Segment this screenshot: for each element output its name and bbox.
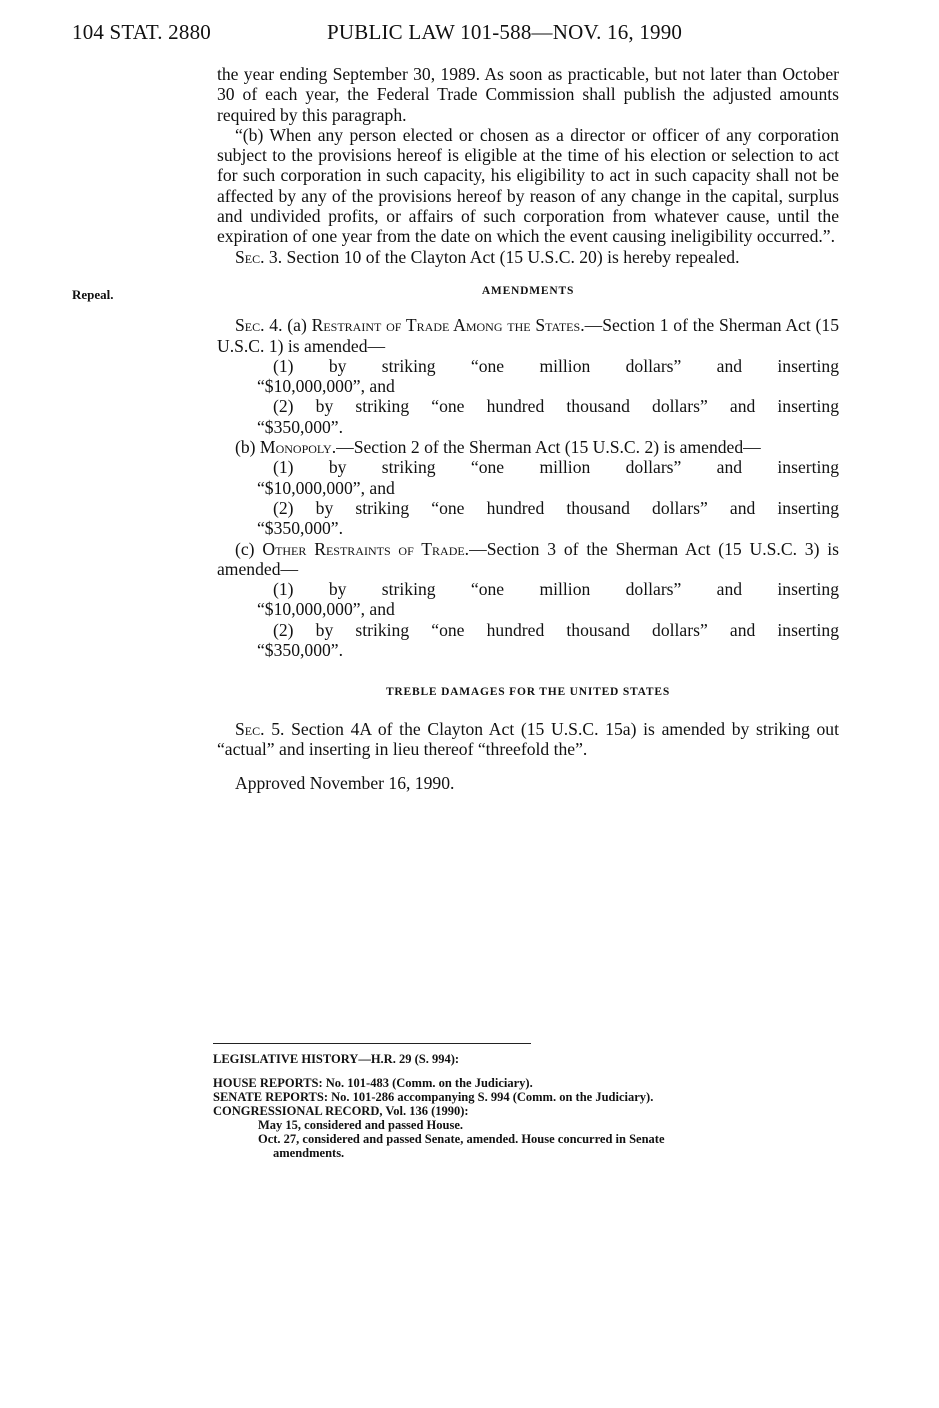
treble-damages-heading: TREBLE DAMAGES FOR THE UNITED STATES [385, 686, 671, 699]
record-event-1: May 15, considered and passed House. [258, 1118, 464, 1132]
public-law-title: PUBLIC LAW 101-588—NOV. 16, 1990 [327, 20, 683, 44]
section-4a-item-1: (1) by striking “one million dollars” and inserting [273, 355, 839, 376]
section-4b-item-2-cont: “$350,000”. [257, 518, 343, 539]
section-4a-title: Restraint of Trade Among the States. [311, 315, 585, 336]
house-reports: HOUSE REPORTS: No. 101-483 (Comm. on the Judiciary). [213, 1076, 533, 1090]
senate-reports: SENATE REPORTS: No. 101-286 accompanying S. 994 (Comm. on the Judiciary). [213, 1090, 654, 1104]
section-4b-text: —Section 2 of the Sherman Act (15 U.S.C. 2) is amended— [336, 437, 761, 458]
section-4b-title: Monopoly. [259, 437, 337, 458]
section-4b-item-1-cont: “$10,000,000”, and [257, 477, 395, 498]
section-4b-item-1: (1) by striking “one million dollars” and inserting [273, 457, 839, 478]
legislative-history-title: LEGISLATIVE HISTORY—H.R. 29 (S. 994): [213, 1052, 460, 1066]
record-event-2-cont: amendments. [273, 1146, 345, 1160]
section-5 [217, 719, 839, 760]
section-4c-item-1-cont: “$10,000,000”, and [257, 599, 395, 620]
section-4c-title: Other Restraints of Trade. [262, 538, 470, 559]
section-3-label: Sec. 3. [235, 246, 283, 267]
amendments-heading: AMENDMENTS [481, 284, 575, 297]
section-4b-item-2: (2) by striking “one hundred thousand dollars” and inserting [273, 497, 839, 518]
legislative-history [213, 1043, 838, 1160]
section-4a-text: —Section 1 of the Sherman Act (15 U.S.C. 1) is amended— [217, 315, 839, 356]
section-4c-item-1: (1) by striking “one million dollars” and inserting [273, 579, 839, 600]
section-3-text: Section 10 of the Clayton Act (15 U.S.C. 20) is hereby repealed. [286, 246, 740, 267]
section-4b-num: (b) [235, 437, 256, 458]
section-4a-num: (a) [287, 315, 307, 336]
section-4a-item-1-cont: “$10,000,000”, and [257, 376, 395, 397]
section-4c-text: —Section 3 of the Sherman Act (15 U.S.C. 3) is amended— [217, 538, 839, 579]
intro-paragraph-1: the year ending September 30, 1989. As soon as practicable, but not later than October 30 of each year, the Federal Trade Commission shall publish the adjusted amounts required by this paragraph. [217, 64, 839, 125]
section-5-label: Sec. 5. [235, 718, 285, 739]
section-5-text: Section 4A of the Clayton Act (15 U.S.C. 15a) is amended by striking out “actual” and inserting in lieu thereof “threefold the”. [217, 718, 839, 759]
margin-note-repeal: Repeal. [72, 287, 114, 302]
section-4a-item-2: (2) by striking “one hundred thousand dollars” and inserting [273, 396, 839, 417]
section-4c-item-2-cont: “$350,000”. [257, 640, 343, 661]
section-4a-item-2-cont: “$350,000”. [257, 416, 343, 437]
record-event-2: Oct. 27, considered and passed Senate, amended. House concurred in Senate [258, 1132, 665, 1146]
section-4b [217, 437, 839, 457]
congressional-record: CONGRESSIONAL RECORD, Vol. 136 (1990): [213, 1104, 469, 1118]
document-body [217, 64, 839, 794]
section-4c-item-2: (2) by striking “one hundred thousand dollars” and inserting [273, 619, 839, 640]
section-4-label: Sec. 4. [235, 315, 283, 336]
section-4a [217, 315, 839, 356]
stat-page-number: 104 STAT. 2880 [72, 20, 211, 44]
section-4c-num: (c) [235, 538, 255, 559]
footer-divider [213, 1043, 531, 1044]
section-3 [217, 247, 839, 267]
section-4c [217, 539, 839, 580]
approved-date: Approved November 16, 1990. [235, 773, 455, 794]
intro-paragraph-2: “(b) When any person elected or chosen as a director or officer of any corporation subject to the provisions hereof is eligible at the time of his election or selection to act for such corporation in such capacity, his eligibility to act in such capacity shall not be affected by any of the provisions hereof by reason of any change in the capital, surplus and undivided profits, or affairs of such corporation from whatever cause, until the expiration of one year from the date on which the event causing ineligibility occurred.”. [217, 124, 839, 247]
